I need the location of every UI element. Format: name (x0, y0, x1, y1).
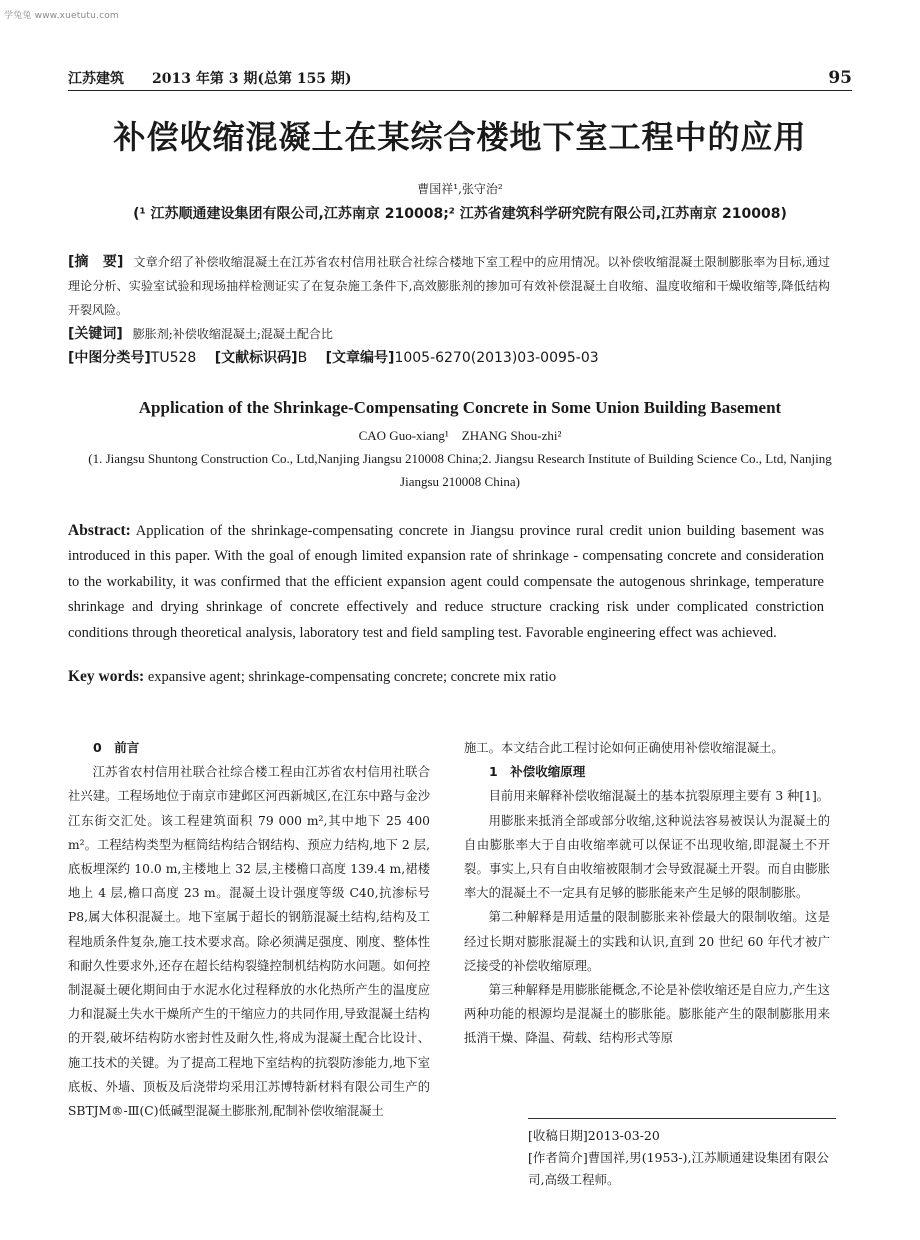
page-number: 95 (828, 68, 852, 88)
author-introduction: [作者简介]曹国祥,男(1953-),江苏顺通建设集团有限公司,高级工程师。 (528, 1150, 829, 1187)
title-chinese: 补偿收缩混凝土在某综合楼地下室工程中的应用 (113, 118, 807, 156)
running-header (68, 66, 852, 88)
keywords-chinese (68, 322, 830, 346)
authors-chinese: 曹国祥¹,张守治² (417, 182, 503, 196)
keywords-chinese-text: 膨胀剂;补偿收缩混凝土;混凝土配合比 (132, 327, 333, 341)
classification-line (68, 346, 830, 370)
doc-code-label: [文献标识码] (214, 350, 298, 366)
keywords-english-label: Key words: (68, 668, 145, 685)
keywords-chinese-label: [关键词] (68, 326, 123, 342)
paragraph: 第二种解释是用适量的限制膨胀来补偿最大的限制收缩。这是经过长期对膨胀混凝土的实践和认识,直到 20 世纪 60 年代才被广泛接受的补偿收缩原理。 (464, 910, 830, 973)
clc-label: [中图分类号] (68, 350, 151, 366)
title-english: Application of the Shrinkage-Compensating Concrete in Some Union Building Basement (138, 398, 782, 417)
abstract-chinese-text: 文章介绍了补偿收缩混凝土在江苏省农村信用社联合社综合楼地下室工程中的应用情况。以补偿收缩混凝土限制膨胀率为目标,通过理论分析、实验室试验和现场抽样检测证实了在复杂施工条件下,高效膨胀剂的掺加可有效补偿混凝土自收缩、温度收缩和干燥收缩等,降低结构开裂风险。 (68, 255, 830, 317)
paragraph: 江苏省农村信用社联合社综合楼工程由江苏省农村信用社联合社兴建。工程场地位于南京市建邺区河西新城区,在江东中路与金沙江东街交汇处。该工程建筑面积 79 000 m²,其中地下 25 400 m²。工程结构类型为框筒结构结合钢结构、预应力结构,地下 2 层,底板埋深约 10.0 m,主楼地上 32 层,主楼檐口高度 139.4 m,裙楼地上 4 层,檐口高度 23 m。混凝土设计强度等级 C40,抗渗标号 P8,属大体积混凝土。地下室属于超长的钢筋混凝土结构,结构及工程地质条件复杂,施工技术要求高。除必须满足强度、刚度、整体性和耐久性要求外,还存在超长结构裂缝控制机结构防水问题。如何控制混凝土硬化期间由于水泥水化过程释放的水化热所产生的温度应力和混凝土失水干燥所产生的干缩应力的共同作用,导致混凝土结构的开裂,破坏结构防水密封性及耐久性,将成为混凝土配合比设计、施工技术的关键。为了提高工程地下室结构的抗裂防渗能力,地下室底板、外墙、顶板及后浇带均采用江苏博特新材料有限公司生产的 SBTJM®-Ⅲ(C)低碱型混凝土膨胀剂,配制补偿收缩混凝土 (68, 765, 430, 1119)
keywords-english-text: expansive agent; shrinkage-compensating concrete; concrete mix ratio (144, 669, 557, 685)
section-heading-principle: 1 补偿收缩原理 (489, 764, 586, 780)
abstract-chinese (68, 250, 830, 322)
affiliation-english: (1. Jiangsu Shuntong Construction Co., Ltd,Nanjing Jiangsu 210008 China;2. Jiangsu Research Institute of Building Science Co., Ltd, Nanjing Jiangsu 210008 China) (88, 451, 832, 489)
article-number-value: 1005-6270(2013)03-0095-03 (394, 350, 599, 366)
doc-code-value: B (297, 350, 308, 366)
paragraph: 第三种解释是用膨胀能概念,不论是补偿收缩还是自应力,产生这两种功能的根源均是混凝土的膨胀能。膨胀能产生的限制膨胀用来抵消干燥、降温、荷载、结构形式等原 (464, 983, 830, 1046)
footnotes (528, 1118, 836, 1191)
paragraph: 目前用来解释补偿收缩混凝土的基本抗裂原理主要有 3 种[1]。 (488, 789, 830, 804)
abstract-english (68, 518, 824, 646)
keywords-english (68, 668, 824, 686)
clc-value: TU528 (150, 350, 197, 366)
paragraph: 用膨胀来抵消全部或部分收缩,这种说法容易被误认为混凝土的自由膨胀率大于自由收缩率就可以保证不出现收缩,即混凝土不开裂。事实上,只有自由收缩被限制才会导致混凝土开裂。而自由膨胀率大的混凝土不一定具有足够的膨胀能来产生足够的限制膨胀。 (464, 813, 830, 901)
body-column-left (68, 736, 430, 1123)
header-rule (68, 90, 852, 91)
paragraph-continued: 施工。本文结合此工程讨论如何正确使用补偿收缩混凝土。 (464, 741, 784, 755)
received-date: [收稿日期]2013-03-20 (528, 1128, 660, 1143)
body-column-right (464, 736, 830, 1051)
abstract-chinese-label: [摘 要] (68, 254, 124, 270)
authors-english: CAO Guo-xiang¹ ZHANG Shou-zhi² (358, 428, 562, 443)
issue-info: 2013 年第 3 期(总第 155 期) (152, 71, 352, 87)
affiliation-chinese: (¹ 江苏顺通建设集团有限公司,江苏南京 210008;² 江苏省建筑科学研究院有限公司,江苏南京 210008) (133, 206, 787, 222)
abstract-english-text: Application of the shrinkage-compensating concrete in Jiangsu province rural credit union building basement was introduced in this paper. With the goal of enough limited expansion rate of shrinkage - compensating concrete and consideration to the workability, it was confirmed that the efficient expansion agent could compensate the autogenous shrinkage, temperature shrinkage and drying shrinkage of concrete effectively and reduce structure cracking risk under complicated constriction conditions through theoretical analysis, laboratory test and field sampling test. Favorable engineering effect was achieved. (68, 523, 824, 641)
abstract-english-label: Abstract: (68, 522, 131, 539)
watermark: 学兔兔 www.xuetutu.com (4, 11, 119, 21)
section-heading-intro: 0 前言 (93, 740, 140, 755)
article-number-label: [文章编号] (325, 350, 395, 366)
journal-name: 江苏建筑 (68, 71, 124, 87)
